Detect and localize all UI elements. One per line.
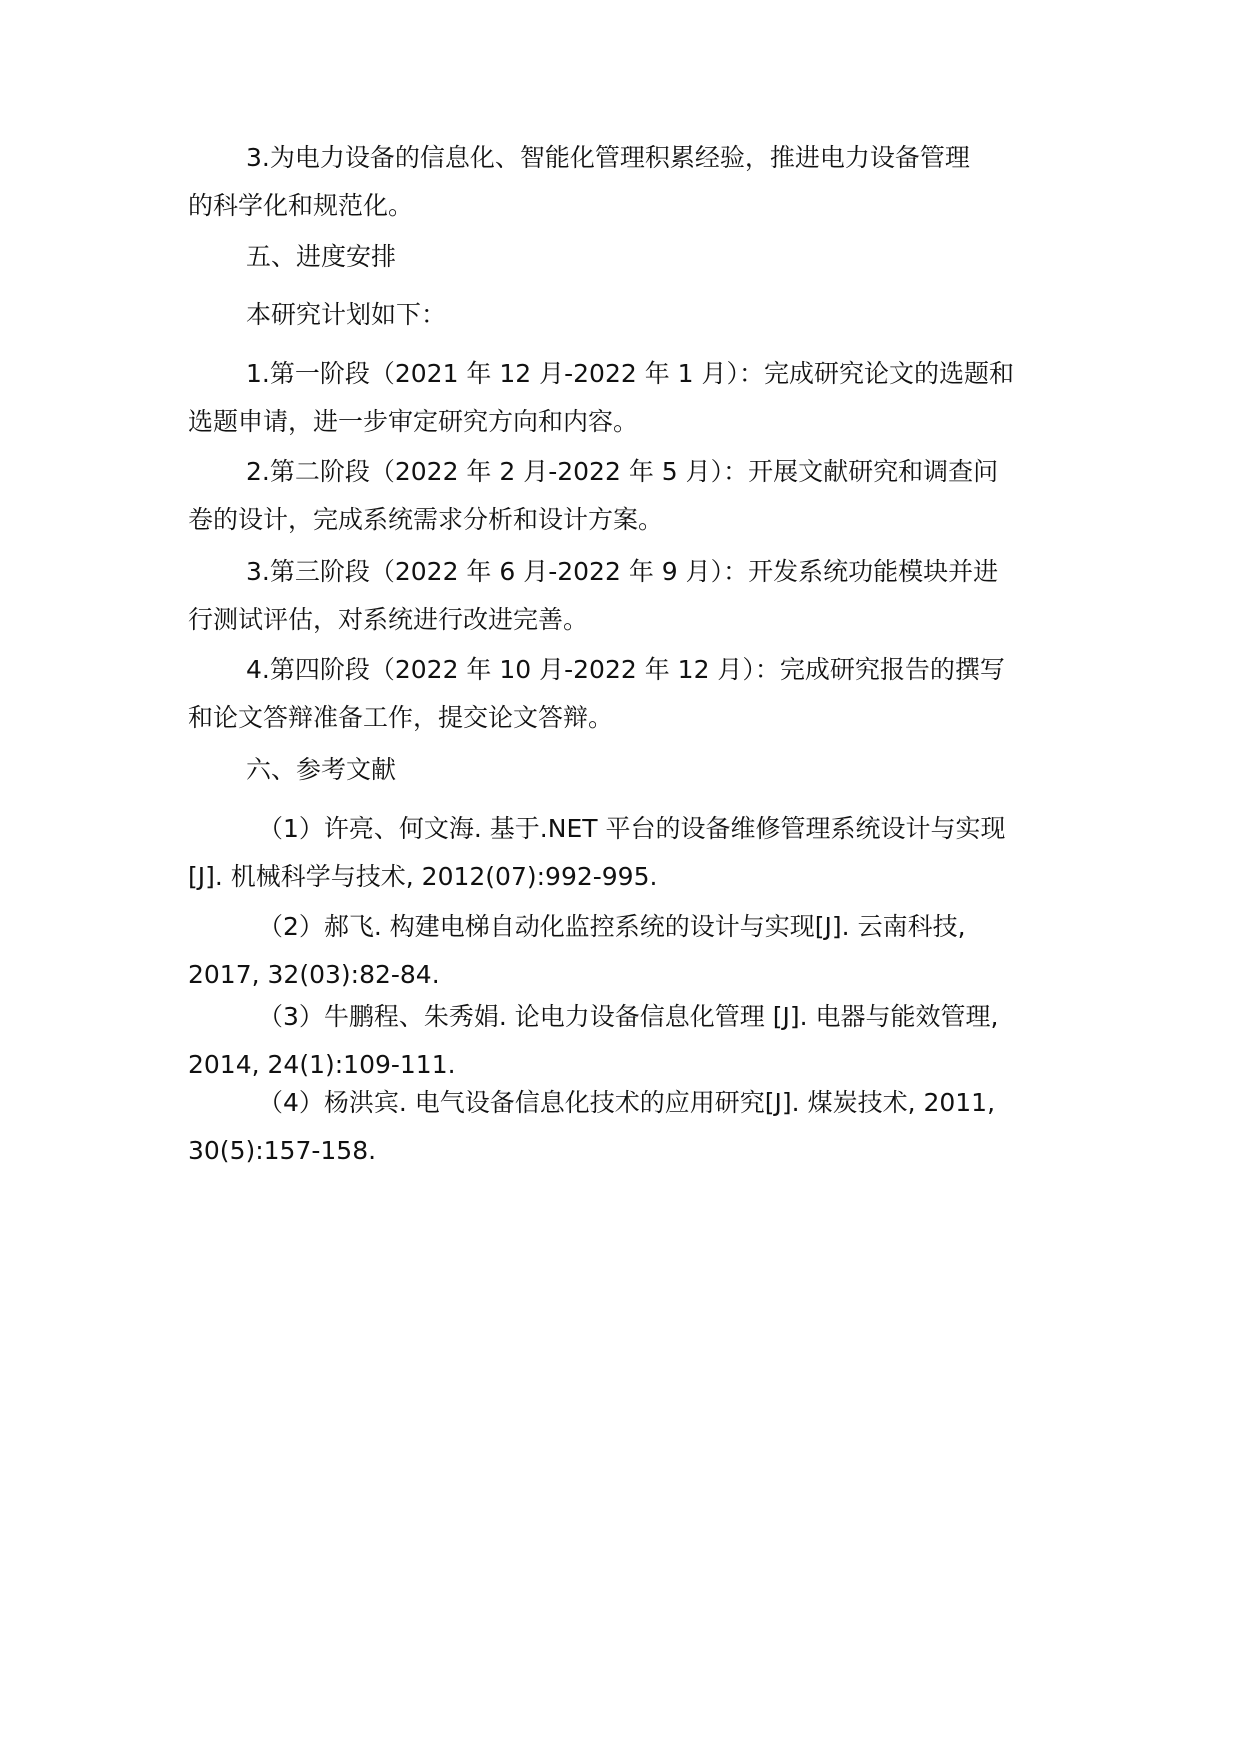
reference-line: （4）杨洪宾. 电气设备信息化技术的应用研究[J]. 煤炭技术, 2011,: [258, 1088, 996, 1117]
paragraph-line: 的科学化和规范化。: [188, 191, 414, 220]
paragraph-line: 2.第二阶段（2022 年 2 月-2022 年 5 月）：开展文献研究和调查问: [246, 457, 999, 486]
paragraph-line: 行测试评估，对系统进行改进完善。: [188, 605, 589, 634]
stage-4-paragraph: [188, 646, 1056, 742]
heading-text: 五、进度安排: [246, 242, 397, 271]
paragraph-line: 1.第一阶段（2021 年 12 月-2022 年 1 月）：完成研究论文的选题和: [246, 359, 1015, 388]
goal-3-paragraph: [188, 134, 1056, 230]
reference-3: [188, 993, 1056, 1089]
paragraph-line: 和论文答辩准备工作，提交论文答辩。: [188, 703, 614, 732]
reference-2: [188, 903, 1056, 999]
reference-line: （3）牛鹏程、朱秀娟. 论电力设备信息化管理 [J]. 电器与能效管理,: [258, 1002, 999, 1031]
paragraph-line: 3.第三阶段（2022 年 6 月-2022 年 9 月）：开发系统功能模块并进: [246, 557, 999, 586]
section-heading-schedule: [188, 233, 1056, 281]
paragraph-line: 选题申请，进一步审定研究方向和内容。: [188, 407, 639, 436]
reference-line: （2）郝飞. 构建电梯自动化监控系统的设计与实现[J]. 云南科技,: [258, 912, 966, 941]
stage-3-paragraph: [188, 548, 1056, 644]
reference-line: 30(5):157-158.: [188, 1136, 377, 1165]
paragraph-line: 3.为电力设备的信息化、智能化管理积累经验，推进电力设备管理: [246, 143, 970, 172]
reference-line: 2014, 24(1):109-111.: [188, 1050, 456, 1079]
paragraph-line: 卷的设计，完成系统需求分析和设计方案。: [188, 505, 664, 534]
stage-2-paragraph: [188, 448, 1056, 544]
reference-line: [J]. 机械科学与技术, 2012(07):992-995.: [188, 862, 658, 891]
reference-4: [188, 1079, 1056, 1175]
stage-1-paragraph: [188, 350, 1056, 446]
reference-line: （1）许亮、何文海. 基于.NET 平台的设备维修管理系统设计与实现: [258, 814, 1006, 843]
section-heading-references: [188, 746, 1056, 794]
paragraph-line: 4.第四阶段（2022 年 10 月-2022 年 12 月）：完成研究报告的撰写: [246, 655, 1005, 684]
reference-line: 2017, 32(03):82-84.: [188, 960, 440, 989]
plan-intro-paragraph: [188, 291, 1056, 339]
heading-text: 六、参考文献: [246, 755, 397, 784]
reference-1: [188, 805, 1056, 901]
paragraph-line: 本研究计划如下：: [246, 300, 447, 329]
